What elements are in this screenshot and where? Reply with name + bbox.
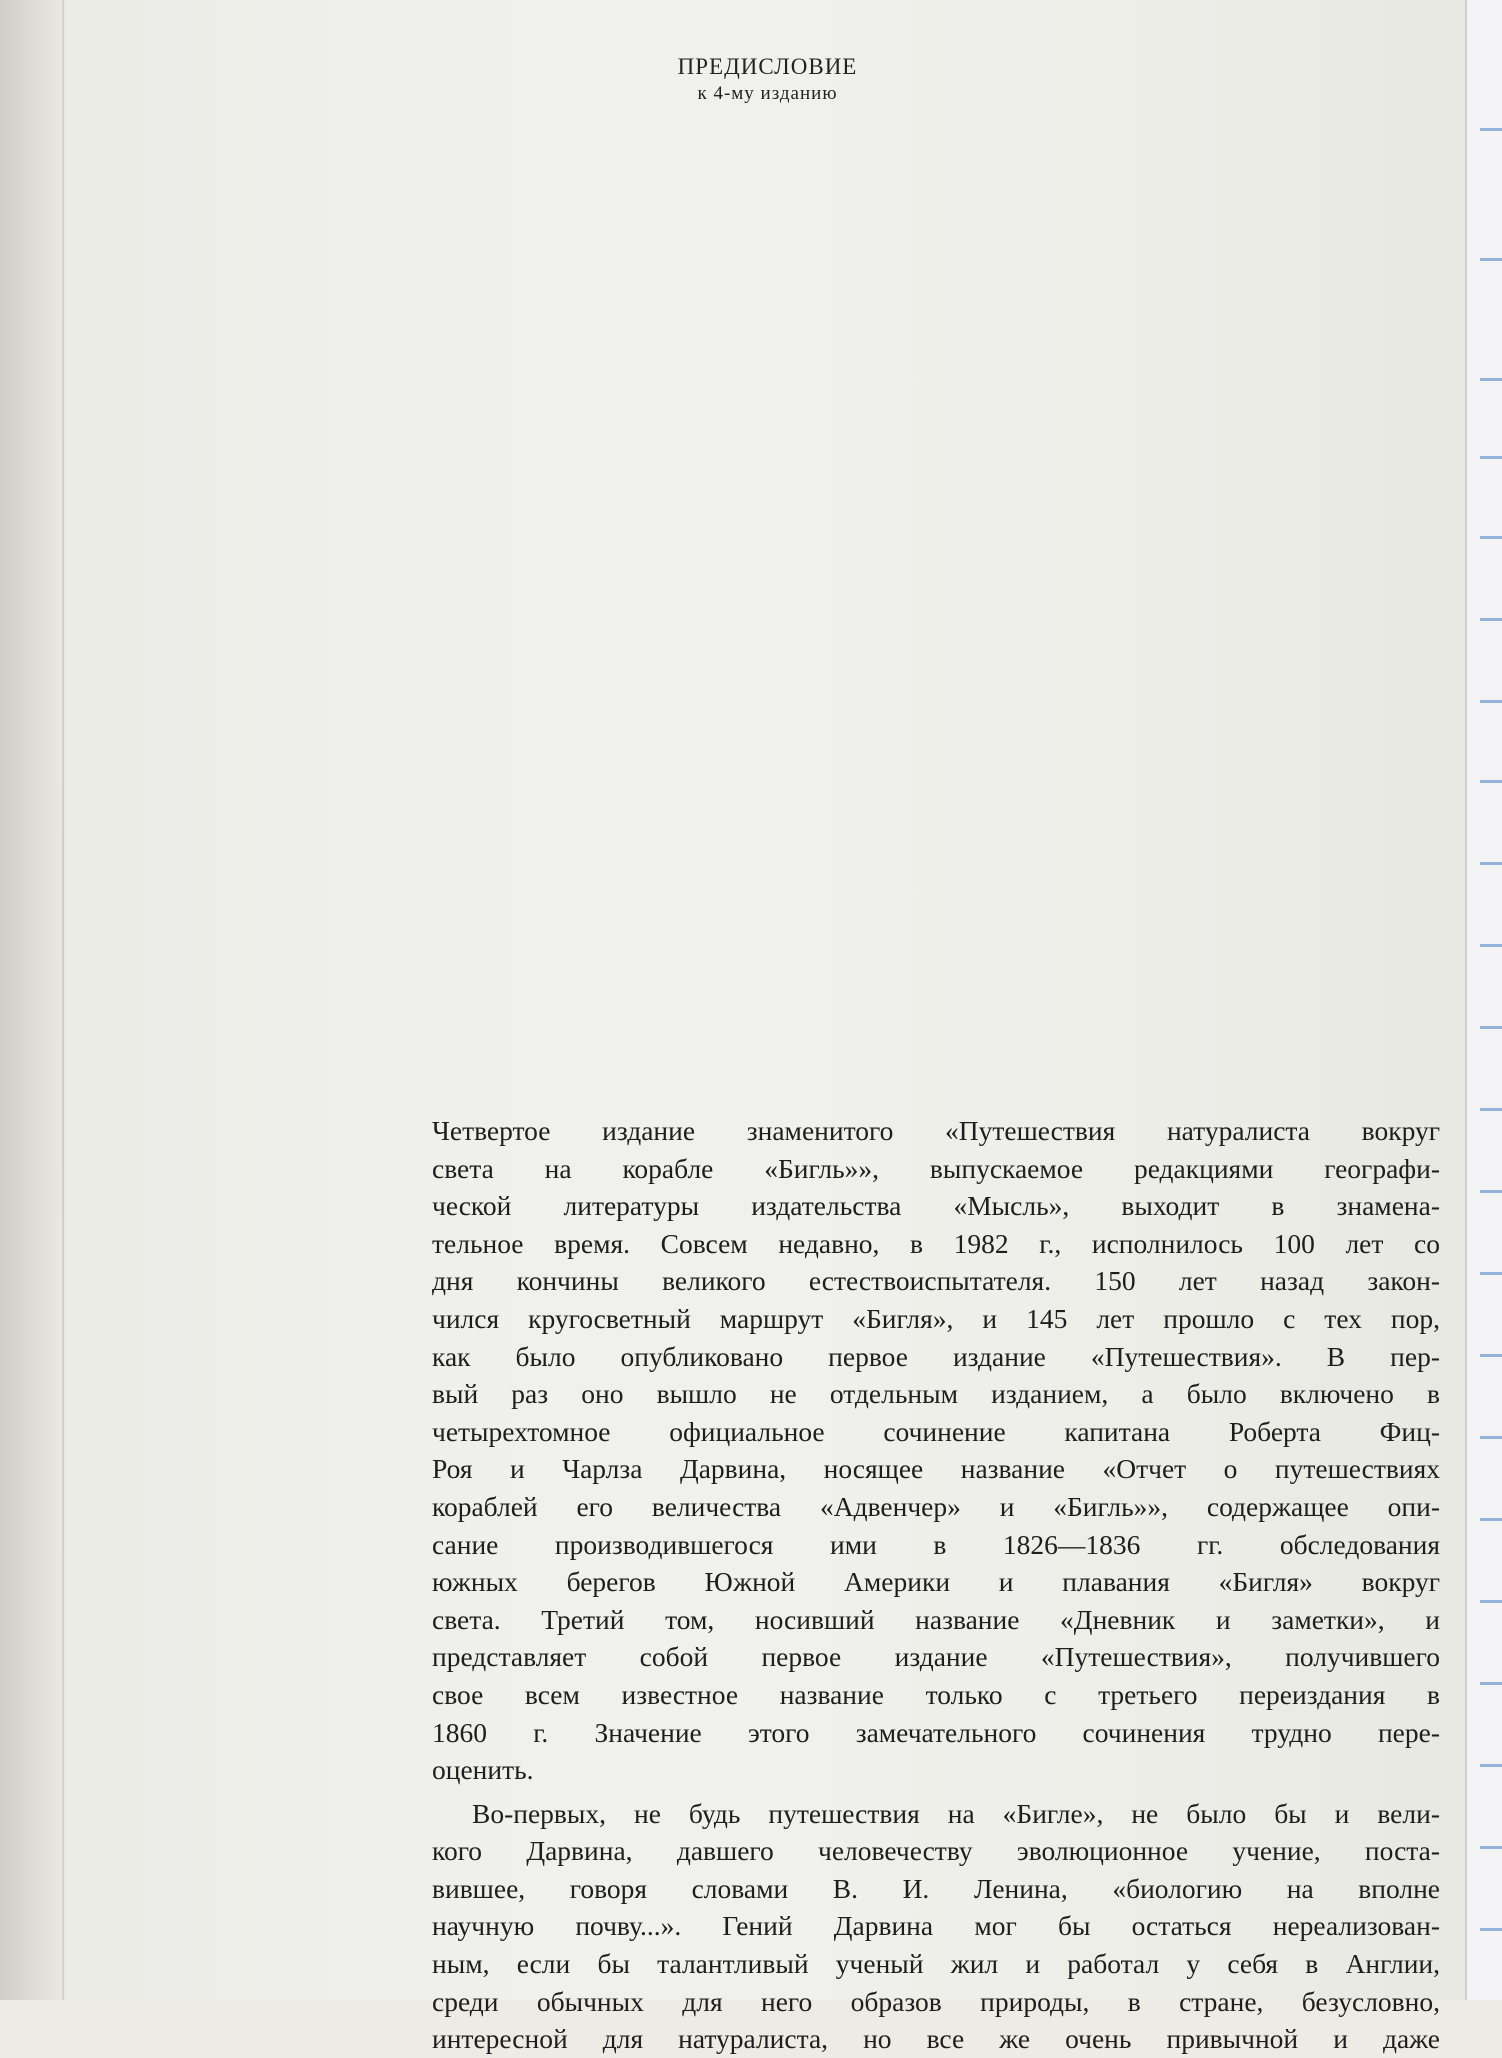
- notebook-edge: [1465, 0, 1502, 2000]
- text-line: Четвертое издание знаменитого «Путешествия натуралиста вокруг: [432, 1115, 1440, 1146]
- page-subtitle: к 4-му изданию: [697, 83, 838, 104]
- ruled-line-mark: [1480, 1600, 1502, 1603]
- text-line: чился кругосветный маршрут «Бигля», и 145 лет прошло с тех пор,: [432, 1302, 1440, 1334]
- ruled-line-mark: [1480, 378, 1502, 381]
- body-text: [432, 1112, 1440, 2058]
- text-line: среди обычных для него образов природы, в стране, безусловно,: [432, 1985, 1440, 2017]
- ruled-line-mark: [1480, 1436, 1502, 1439]
- ruled-line-mark: [1480, 862, 1502, 865]
- text-line: вый раз оно вышло не отдельным изданием, а было включено в: [432, 1378, 1440, 1410]
- text-line: представляет собой первое издание «Путешествия», получившего: [432, 1641, 1440, 1673]
- text-line: южных берегов Южной Америки и плавания «Бигля» вокруг: [432, 1566, 1440, 1598]
- ruled-line-mark: [1480, 780, 1502, 783]
- ruled-line-mark: [1480, 258, 1502, 261]
- ruled-line-mark: [1480, 1928, 1502, 1931]
- ruled-line-mark: [1480, 128, 1502, 131]
- paragraph-2: [432, 1795, 1440, 2058]
- binding-fold-line: [62, 0, 64, 2000]
- text-line: вившее, говоря словами В. И. Ленина, «биологию на вполне: [432, 1872, 1440, 1904]
- heading-block: [70, 52, 1465, 106]
- ruled-line-mark: [1480, 456, 1502, 459]
- paragraph-1: [432, 1112, 1440, 1789]
- ruled-line-mark: [1480, 1190, 1502, 1193]
- ruled-line-mark: [1480, 1846, 1502, 1849]
- text-line: четырехтомное официальное сочинение капитана Роберта Фиц-: [432, 1415, 1440, 1447]
- text-line: ным, если бы талантливый ученый жил и работал у себя в Англии,: [432, 1948, 1440, 1980]
- ruled-line-mark: [1480, 1272, 1502, 1275]
- ruled-line-mark: [1480, 1764, 1502, 1767]
- text-line: 1860 г. Значение этого замечательного сочинения трудно пере-: [432, 1716, 1440, 1748]
- text-line: дня кончины великого естествоиспытателя. 150 лет назад закон-: [432, 1265, 1440, 1297]
- text-line: интересной для натуралиста, но все же очень привычной и даже: [432, 2023, 1440, 2055]
- ruled-line-mark: [1480, 700, 1502, 703]
- ruled-line-mark: [1480, 1518, 1502, 1521]
- ruled-line-mark: [1480, 1682, 1502, 1685]
- ruled-line-mark: [1480, 618, 1502, 621]
- text-line: ческой литературы издательства «Мысль», выходит в знамена-: [432, 1190, 1440, 1222]
- text-line: кораблей его величества «Адвенчер» и «Бигль»», содержащее опи-: [432, 1490, 1440, 1522]
- text-line: оценить.: [432, 1754, 534, 1786]
- text-line: кого Дарвина, давшего человечеству эволюционное учение, поста-: [432, 1835, 1440, 1867]
- text-line: Во-первых, не будь путешествия на «Бигле», не было бы и вели-: [472, 1797, 1440, 1829]
- text-line: света. Третий том, носивший название «Дневник и заметки», и: [432, 1603, 1440, 1635]
- page-title: ПРЕДИСЛОВИЕ: [677, 54, 858, 79]
- text-line: Роя и Чарлза Дарвина, носящее название «Отчет о путешествиях: [432, 1453, 1440, 1485]
- ruled-line-mark: [1480, 1026, 1502, 1029]
- ruled-line-mark: [1480, 1108, 1502, 1111]
- text-line: тельное время. Совсем недавно, в 1982 г., исполнилось 100 лет со: [432, 1227, 1440, 1259]
- text-line: свое всем известное название только с третьего переиздания в: [432, 1678, 1440, 1710]
- ruled-line-mark: [1480, 944, 1502, 947]
- text-line: сание производившегося ими в 1826—1836 гг. обследования: [432, 1528, 1440, 1560]
- ruled-line-mark: [1480, 536, 1502, 539]
- ruled-line-mark: [1480, 1354, 1502, 1357]
- text-line: научную почву...». Гений Дарвина мог бы остаться нереализован-: [432, 1910, 1440, 1942]
- text-line: как было опубликовано первое издание «Путешествия». В пер-: [432, 1340, 1440, 1372]
- text-line: света на корабле «Бигль»», выпускаемое редакциями географи-: [432, 1152, 1440, 1184]
